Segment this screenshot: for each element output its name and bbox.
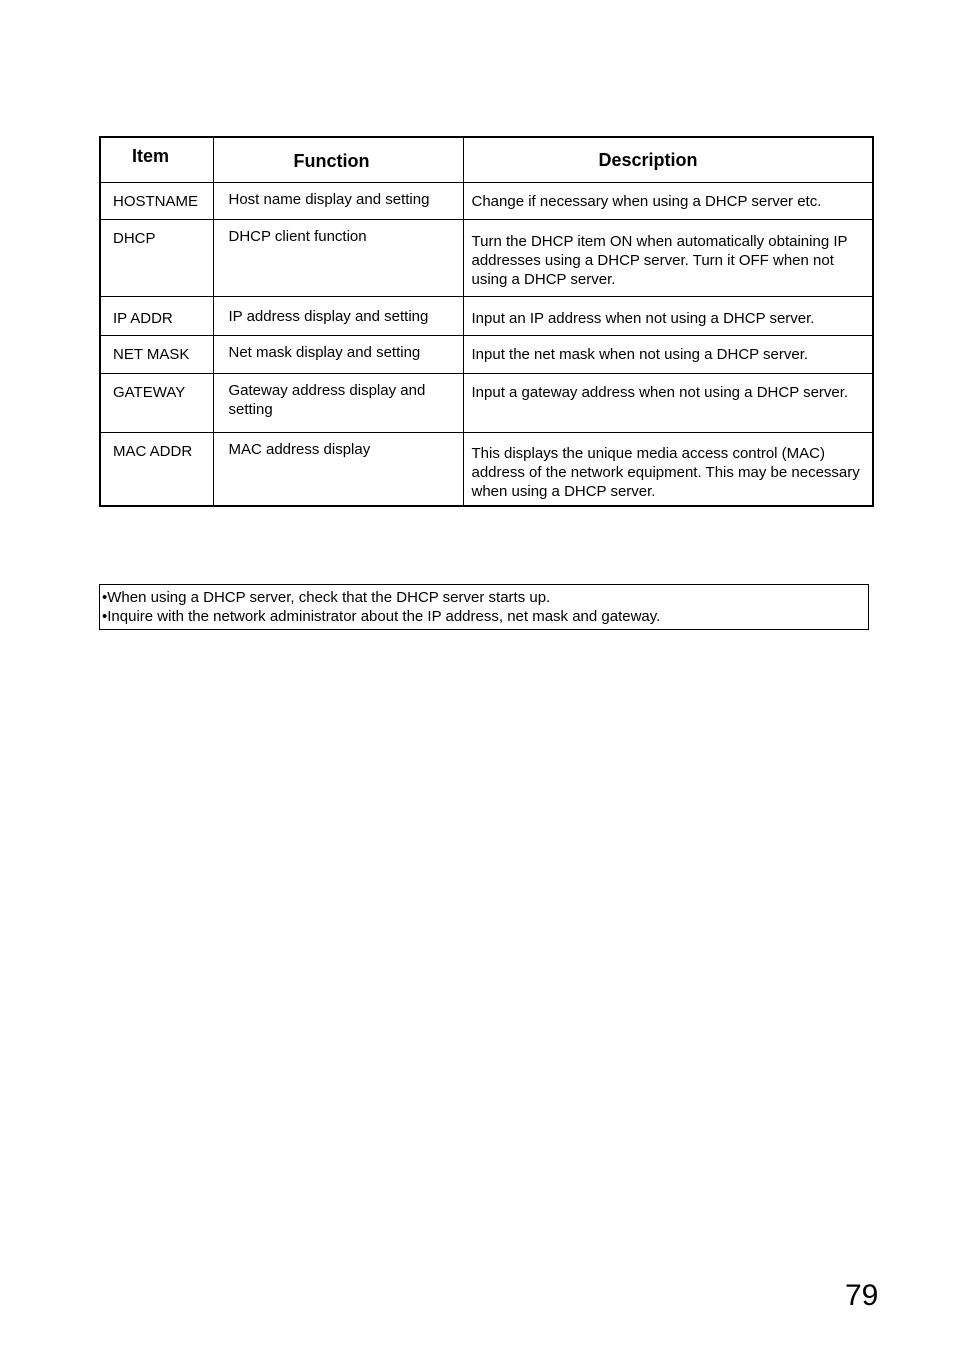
table-row: [100, 335, 873, 373]
cell-item: MAC ADDR: [100, 432, 213, 506]
note-box: [99, 584, 869, 630]
cell-function: DHCP client function: [213, 219, 463, 296]
cell-description: Input a gateway address when not using a DHCP server.: [463, 373, 873, 432]
cell-item: NET MASK: [100, 335, 213, 373]
header-function: Function: [213, 137, 463, 182]
table-row: [100, 182, 873, 219]
cell-item: IP ADDR: [100, 296, 213, 335]
cell-function: MAC address display: [213, 432, 463, 506]
page-number: 79: [845, 1279, 879, 1312]
cell-description: Change if necessary when using a DHCP server etc.: [463, 182, 873, 219]
cell-description: Input an IP address when not using a DHCP server.: [463, 296, 873, 335]
cell-function: IP address display and setting: [213, 296, 463, 335]
cell-description: Input the net mask when not using a DHCP server.: [463, 335, 873, 373]
note-line: •When using a DHCP server, check that the DHCP server starts up.: [102, 589, 551, 606]
table-row: [100, 296, 873, 335]
table-header-row: [100, 137, 873, 182]
header-description: Description: [463, 137, 873, 182]
cell-item: GATEWAY: [100, 373, 213, 432]
cell-function: Gateway address display and setting: [213, 373, 463, 432]
network-settings-table: [99, 136, 874, 507]
header-item: Item: [100, 137, 213, 182]
cell-function: Net mask display and setting: [213, 335, 463, 373]
note-line: •Inquire with the network administrator about the IP address, net mask and gateway.: [102, 608, 661, 625]
table-row: [100, 373, 873, 432]
cell-item: HOSTNAME: [100, 182, 213, 219]
table-row: [100, 432, 873, 506]
cell-function: Host name display and setting: [213, 182, 463, 219]
table-row: [100, 219, 873, 296]
cell-item: DHCP: [100, 219, 213, 296]
cell-description: Turn the DHCP item ON when automatically obtaining IP addresses using a DHCP server. Turn it OFF when not using a DHCP server.: [463, 219, 873, 296]
cell-description: This displays the unique media access control (MAC) address of the network equipment. This may be necessary when using a DHCP server.: [463, 432, 873, 506]
